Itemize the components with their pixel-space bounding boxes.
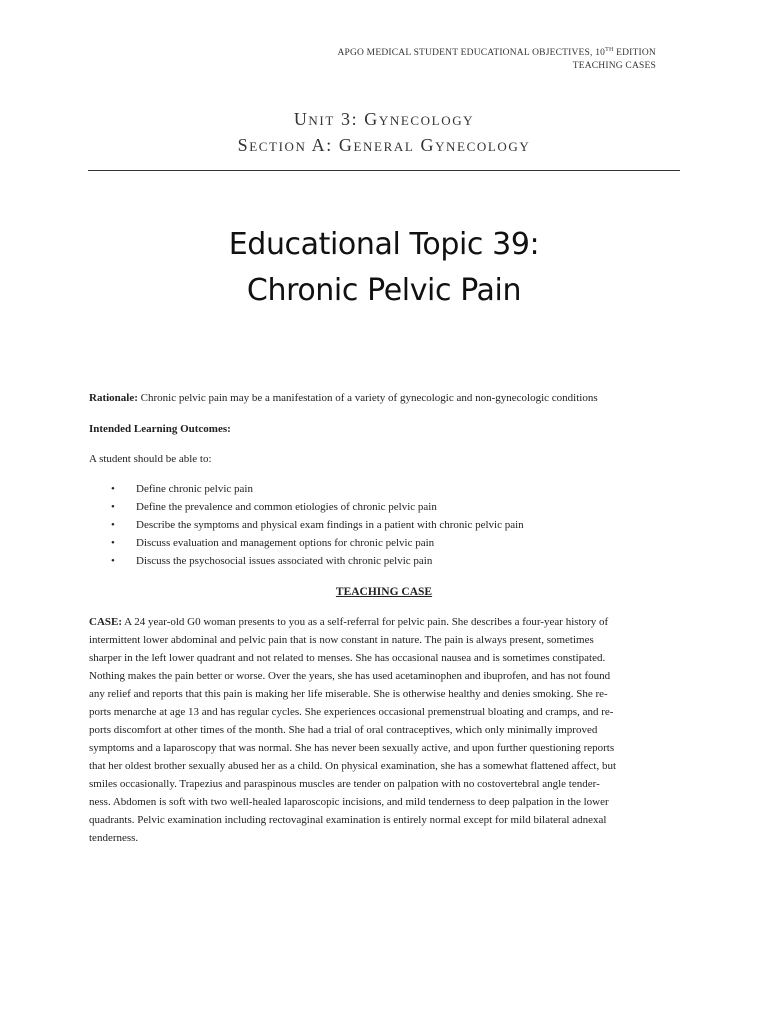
outcomes-list: [111, 480, 671, 570]
rationale-paragraph: [89, 389, 679, 407]
case-line: any relief and reports that this pain is making her life miserable. She is otherwise healthy and denies smoking. She re-: [89, 688, 608, 700]
header-line-1: APGO MEDICAL STUDENT EDUCATIONAL OBJECTIVES, 10TH EDITION: [337, 47, 656, 59]
case-line: symptoms and a laparoscopy that was normal. She has never been sexually active, and upon further questioning reports: [89, 742, 615, 754]
outcomes-heading: Intended Learning Outcomes:: [89, 423, 231, 435]
edition-superscript: TH: [605, 47, 614, 53]
list-item: • Describe the symptoms and physical exam findings in a patient with chronic pelvic pain: [111, 516, 671, 534]
rationale-label: Rationale:: [89, 392, 138, 404]
unit-heading: [0, 106, 768, 158]
list-item: • Define the prevalence and common etiologies of chronic pelvic pain: [111, 498, 671, 516]
case-line: CASE: A 24 year-old G0 woman presents to you as a self-referral for pelvic pain. She describes a four-year history of: [89, 616, 609, 628]
case-line: smiles occasionally. Trapezius and paraspinous muscles are tender on palpation with no costovertebral angle tender-: [89, 778, 600, 790]
unit-title: Unit 3: Gynecology: [293, 109, 475, 129]
case-label: CASE:: [89, 616, 123, 628]
case-line: tenderness.: [89, 832, 139, 844]
case-line: quadrants. Pelvic examination including rectovaginal examination is entirely normal except for mild bilateral adnexal: [89, 814, 607, 826]
case-line: ports menarche at age 13 and has regular cycles. She experiences occasional premenstrual bloating and cramps, and re-: [89, 706, 614, 718]
outcomes-intro: A student should be able to:: [89, 453, 212, 465]
bullet-icon: •: [111, 483, 115, 495]
teaching-case-heading: TEACHING CASE: [335, 586, 433, 598]
list-item: • Discuss evaluation and management options for chronic pelvic pain: [111, 534, 671, 552]
list-item: • Define chronic pelvic pain: [111, 480, 671, 498]
case-line: that her oldest brother sexually abused her as a child. On physical examination, she has a somewhat flattened affect, but: [89, 760, 617, 772]
case-paragraph: [89, 613, 679, 847]
case-line: Nothing makes the pain better or worse. Over the years, she has used acetaminophen and ibuprofen, and has not found: [89, 670, 611, 682]
case-line: sharper in the left lower quadrant and not related to menses. She has occasional nausea and is sometimes constipated.: [89, 652, 606, 664]
header-line-2: TEACHING CASES: [572, 61, 656, 72]
section-title: Section A: General Gynecology: [237, 135, 531, 155]
bullet-icon: •: [111, 555, 115, 567]
case-line: intermittent lower abdominal and pelvic pain that is now constant in nature. The pain is always present, sometimes: [89, 634, 594, 646]
rationale-text: Chronic pelvic pain may be a manifestation of a variety of gynecologic and non-gynecologic conditions: [137, 392, 598, 404]
bullet-icon: •: [111, 537, 115, 549]
topic-title: [0, 222, 768, 314]
topic-name: Chronic Pelvic Pain: [246, 273, 522, 308]
bullet-icon: •: [111, 519, 115, 531]
running-header: [337, 44, 656, 73]
divider-rule: [88, 170, 680, 171]
case-line: ports discomfort at other times of the month. She had a trial of oral contraceptives, which only minimally improved: [89, 724, 598, 736]
bullet-icon: •: [111, 501, 115, 513]
case-line: ness. Abdomen is soft with two well-healed laparoscopic incisions, and mild tenderness to deep palpation in the lower: [89, 796, 609, 808]
list-item: • Discuss the psychosocial issues associated with chronic pelvic pain: [111, 552, 671, 570]
topic-number: Educational Topic 39:: [228, 227, 540, 262]
